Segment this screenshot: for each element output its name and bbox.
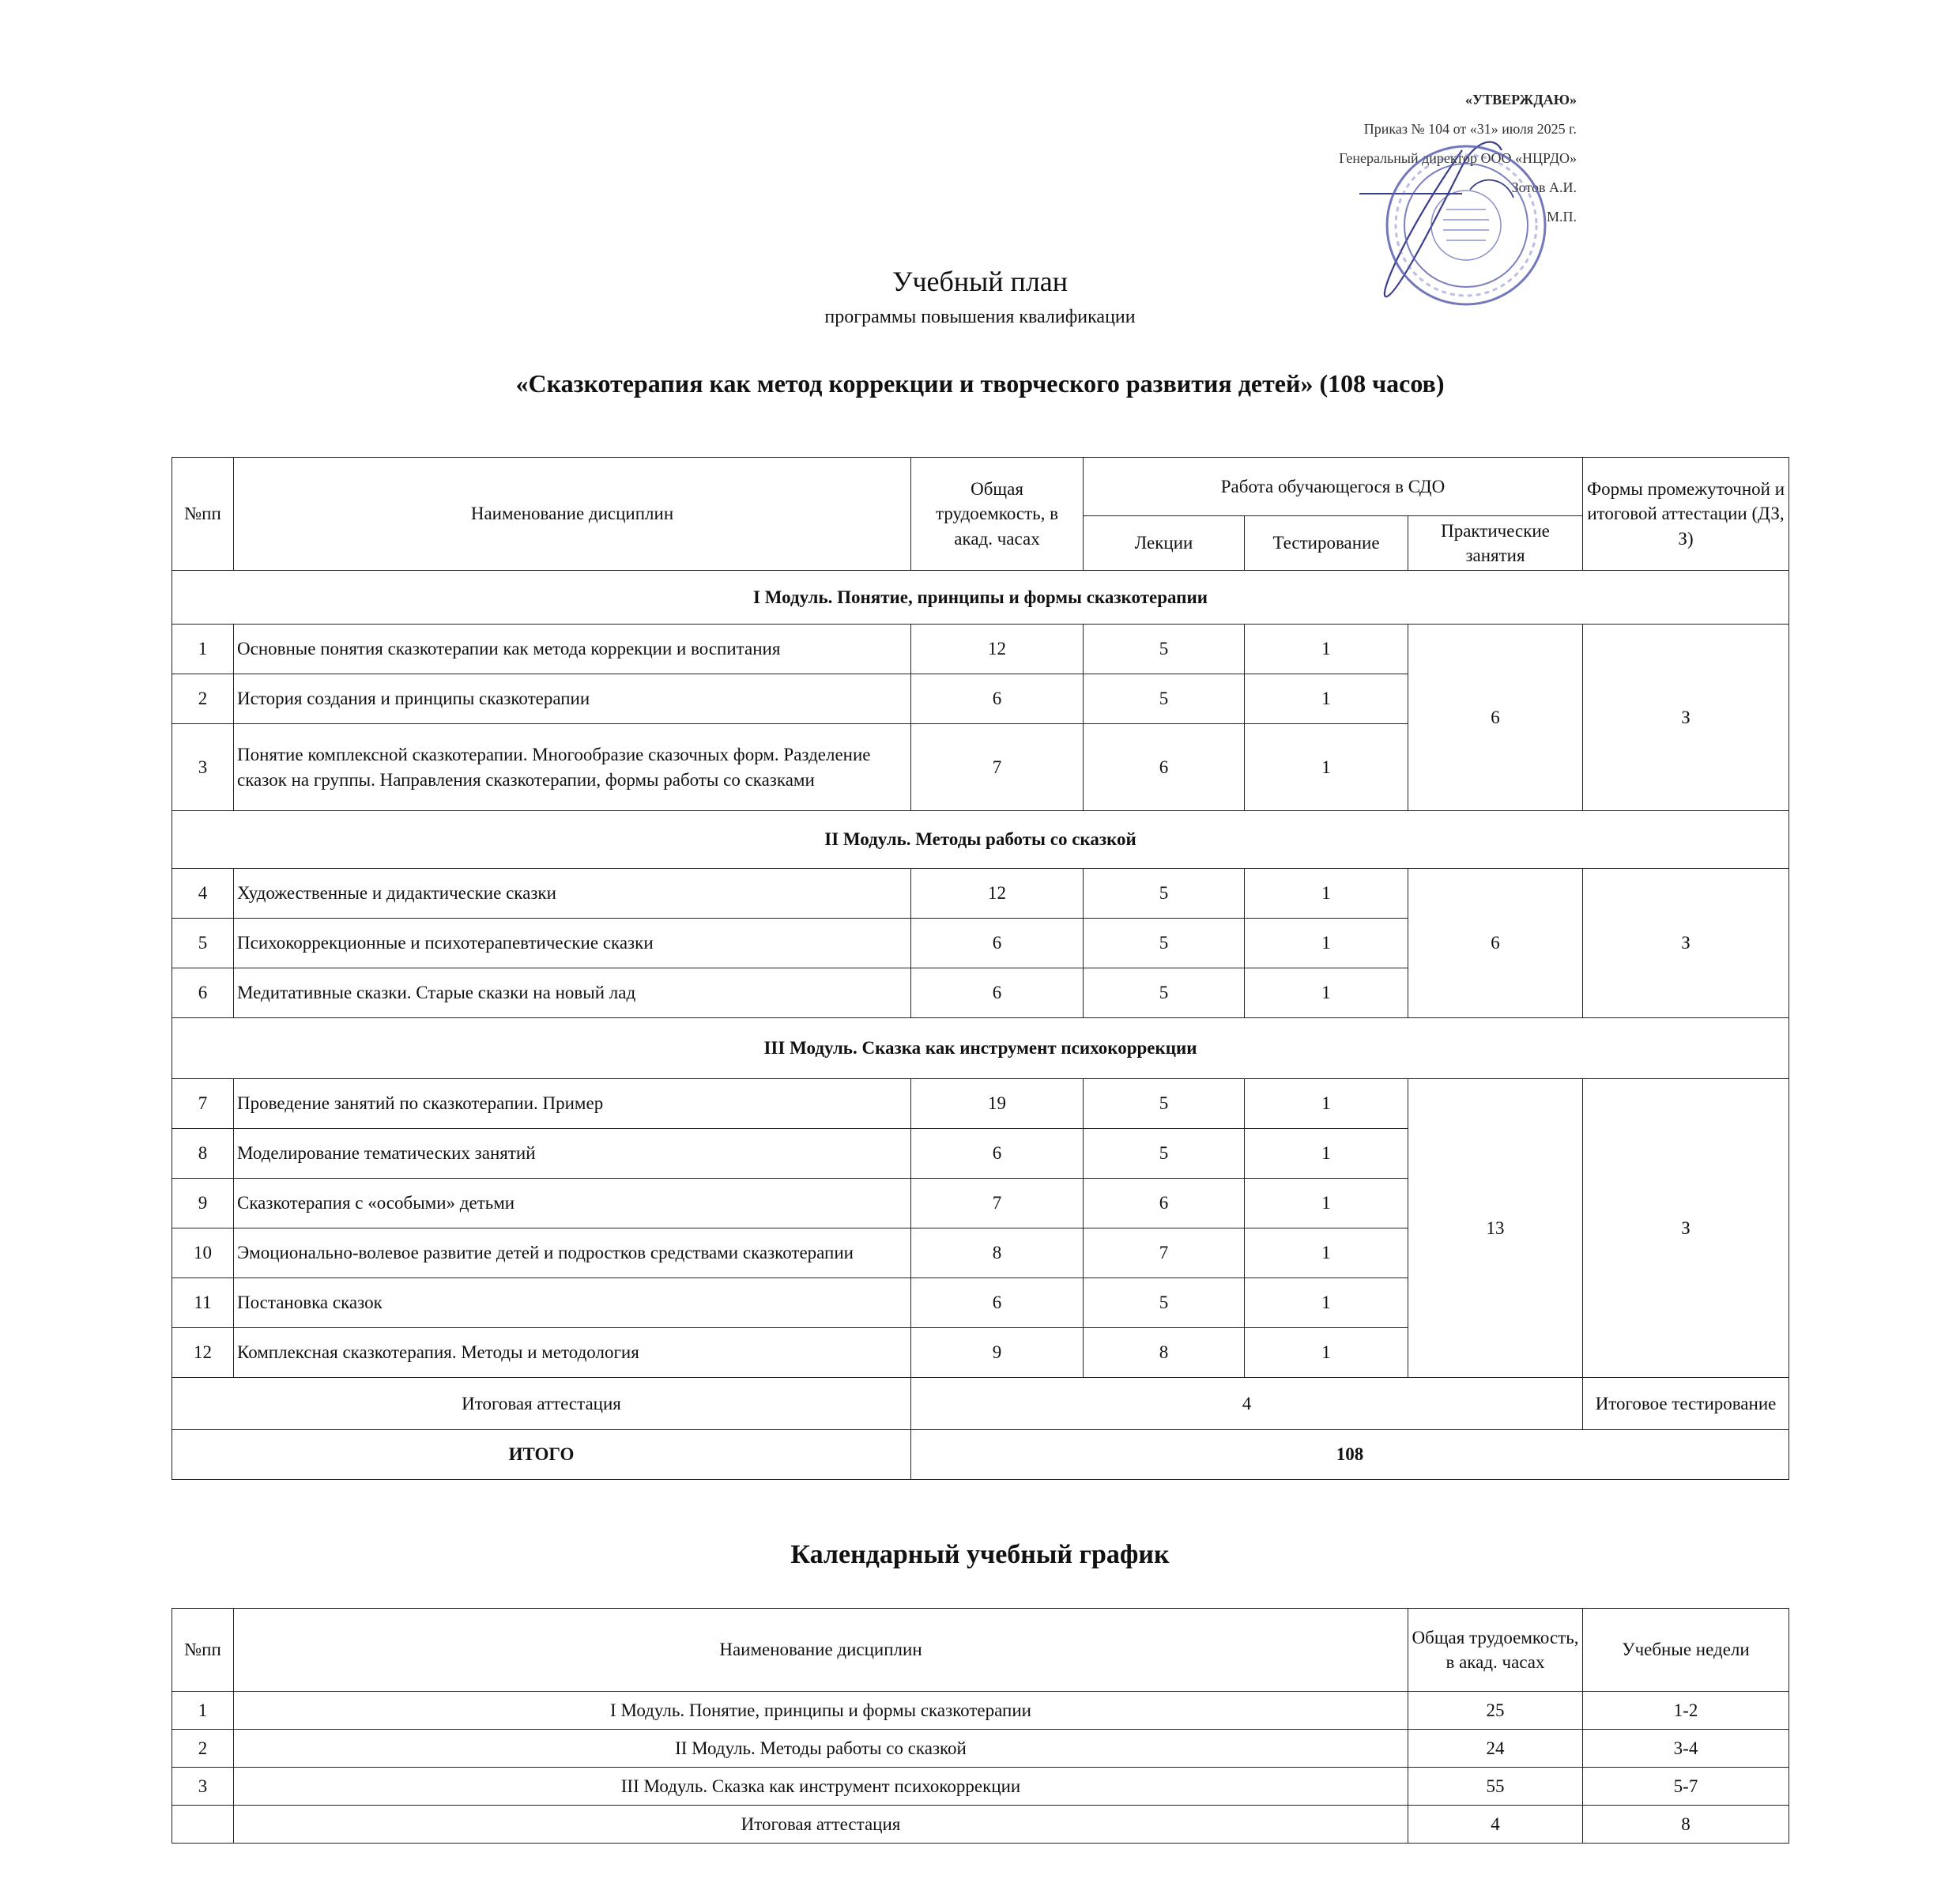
row-num: 6 bbox=[172, 968, 234, 1018]
row-testing: 1 bbox=[1245, 1079, 1408, 1129]
calendar-title: Календарный учебный график bbox=[790, 1540, 1170, 1569]
calendar-table bbox=[172, 1608, 1789, 1844]
row-total: 7 bbox=[911, 1179, 1084, 1228]
row-testing: 1 bbox=[1245, 625, 1408, 674]
module-practice: 13 bbox=[1408, 1079, 1583, 1378]
program-title: «Сказкотерапия как метод коррекции и творческого развития детей» (108 часов) bbox=[515, 369, 1445, 398]
cal-row-weeks: 1-2 bbox=[1583, 1692, 1789, 1730]
row-total: 9 bbox=[911, 1328, 1084, 1378]
cal-row-num: 1 bbox=[172, 1692, 234, 1730]
row-num: 7 bbox=[172, 1079, 234, 1129]
module-title: III Модуль. Сказка как инструмент психокоррекции bbox=[172, 1018, 1789, 1079]
row-name: Понятие комплексной сказкотерапии. Многообразие сказочных форм. Разделение сказок на группы. Направления сказкотерапии, формы работы со сказками bbox=[234, 724, 911, 811]
page-title: Учебный план bbox=[891, 266, 1069, 297]
module-practice: 6 bbox=[1408, 869, 1583, 1018]
row-num: 10 bbox=[172, 1228, 234, 1278]
cal-header-total: Общая трудоемкость, в акад. часах bbox=[1408, 1609, 1583, 1692]
row-testing: 1 bbox=[1245, 968, 1408, 1018]
row-name: Проведение занятий по сказкотерапии. Пример bbox=[234, 1079, 911, 1129]
table-row bbox=[172, 1806, 1789, 1844]
row-num: 11 bbox=[172, 1278, 234, 1328]
approval-seal-label: М.П. bbox=[1546, 209, 1577, 225]
curriculum-table bbox=[172, 457, 1789, 1480]
approval-heading: «УТВЕРЖДАЮ» bbox=[1464, 92, 1577, 108]
row-lectures: 7 bbox=[1084, 1228, 1245, 1278]
cal-header-num: №пп bbox=[172, 1609, 234, 1692]
module-form: З bbox=[1583, 869, 1789, 1018]
header-work: Работа обучающегося в СДО bbox=[1084, 458, 1583, 516]
row-lectures: 5 bbox=[1084, 1079, 1245, 1129]
header-forms: Формы промежуточной и итоговой аттестации (ДЗ, З) bbox=[1583, 458, 1789, 571]
cal-row-weeks: 8 bbox=[1583, 1806, 1789, 1844]
row-name: История создания и принципы сказкотерапии bbox=[234, 674, 911, 724]
row-num: 9 bbox=[172, 1179, 234, 1228]
row-name: Медитативные сказки. Старые сказки на новый лад bbox=[234, 968, 911, 1018]
module-form: З bbox=[1583, 1079, 1789, 1378]
row-num: 8 bbox=[172, 1129, 234, 1179]
cal-row-name: Итоговая аттестация bbox=[234, 1806, 1408, 1844]
row-total: 12 bbox=[911, 869, 1084, 919]
row-name: Эмоционально-волевое развитие детей и подростков средствами сказкотерапии bbox=[234, 1228, 911, 1278]
cal-row-name: II Модуль. Методы работы со сказкой bbox=[234, 1730, 1408, 1768]
final-hours: 4 bbox=[911, 1378, 1583, 1430]
cal-row-num: 3 bbox=[172, 1768, 234, 1806]
approval-order: Приказ № 104 от «31» июля 2025 г. bbox=[1363, 121, 1577, 137]
table-row bbox=[172, 1768, 1789, 1806]
row-testing: 1 bbox=[1245, 1278, 1408, 1328]
row-testing: 1 bbox=[1245, 869, 1408, 919]
cal-header-weeks: Учебные недели bbox=[1583, 1609, 1789, 1692]
table-row bbox=[172, 1692, 1789, 1730]
row-lectures: 5 bbox=[1084, 1278, 1245, 1328]
header-name: Наименование дисциплин bbox=[234, 458, 911, 571]
row-total: 12 bbox=[911, 625, 1084, 674]
total-label: ИТОГО bbox=[172, 1430, 911, 1480]
final-form: Итоговое тестирование bbox=[1583, 1378, 1789, 1430]
row-num: 5 bbox=[172, 919, 234, 968]
row-total: 6 bbox=[911, 968, 1084, 1018]
approval-name: Зотов А.И. bbox=[1511, 179, 1577, 195]
module-row bbox=[172, 571, 1789, 625]
row-lectures: 5 bbox=[1084, 919, 1245, 968]
row-name: Психокоррекционные и психотерапевтические сказки bbox=[234, 919, 911, 968]
cal-row-total: 25 bbox=[1408, 1692, 1583, 1730]
module-row bbox=[172, 1018, 1789, 1079]
calendar-header-row bbox=[172, 1609, 1789, 1692]
row-num: 3 bbox=[172, 724, 234, 811]
final-label: Итоговая аттестация bbox=[172, 1378, 911, 1430]
row-lectures: 5 bbox=[1084, 625, 1245, 674]
cal-row-name: I Модуль. Понятие, принципы и формы сказкотерапии bbox=[234, 1692, 1408, 1730]
row-lectures: 5 bbox=[1084, 869, 1245, 919]
row-name: Постановка сказок bbox=[234, 1278, 911, 1328]
cal-row-total: 4 bbox=[1408, 1806, 1583, 1844]
table-row bbox=[172, 1730, 1789, 1768]
page-subtitle: программы повышения квалификации bbox=[824, 307, 1136, 327]
module-title: I Модуль. Понятие, принципы и формы сказкотерапии bbox=[172, 571, 1789, 625]
row-total: 6 bbox=[911, 919, 1084, 968]
row-name: Комплексная сказкотерапия. Методы и методология bbox=[234, 1328, 911, 1378]
final-attestation-row bbox=[172, 1378, 1789, 1430]
row-num: 4 bbox=[172, 869, 234, 919]
row-testing: 1 bbox=[1245, 1129, 1408, 1179]
total-row bbox=[172, 1430, 1789, 1480]
row-lectures: 6 bbox=[1084, 724, 1245, 811]
row-testing: 1 bbox=[1245, 1328, 1408, 1378]
row-lectures: 5 bbox=[1084, 1129, 1245, 1179]
row-total: 7 bbox=[911, 724, 1084, 811]
row-lectures: 5 bbox=[1084, 674, 1245, 724]
row-name: Художественные и дидактические сказки bbox=[234, 869, 911, 919]
header-total: Общая трудоемкость, в акад. часах bbox=[911, 458, 1084, 571]
row-testing: 1 bbox=[1245, 1228, 1408, 1278]
cal-row-num bbox=[172, 1806, 234, 1844]
module-title: II Модуль. Методы работы со сказкой bbox=[172, 811, 1789, 869]
cal-row-num: 2 bbox=[172, 1730, 234, 1768]
module-practice: 6 bbox=[1408, 625, 1583, 811]
row-num: 1 bbox=[172, 625, 234, 674]
row-lectures: 8 bbox=[1084, 1328, 1245, 1378]
table-row bbox=[172, 869, 1789, 919]
table-header-row bbox=[172, 458, 1789, 516]
cal-row-name: III Модуль. Сказка как инструмент психокоррекции bbox=[234, 1768, 1408, 1806]
row-testing: 1 bbox=[1245, 1179, 1408, 1228]
row-name: Моделирование тематических занятий bbox=[234, 1129, 911, 1179]
module-row bbox=[172, 811, 1789, 869]
header-num: №пп bbox=[172, 458, 234, 571]
table-row bbox=[172, 1079, 1789, 1129]
total-hours: 108 bbox=[911, 1430, 1789, 1480]
header-practice: Практические занятия bbox=[1408, 516, 1583, 571]
cal-row-weeks: 5-7 bbox=[1583, 1768, 1789, 1806]
row-lectures: 6 bbox=[1084, 1179, 1245, 1228]
row-total: 8 bbox=[911, 1228, 1084, 1278]
cal-row-total: 55 bbox=[1408, 1768, 1583, 1806]
approval-position: Генеральный директор ООО «НЦРДО» bbox=[1339, 150, 1577, 166]
cal-row-total: 24 bbox=[1408, 1730, 1583, 1768]
row-name: Сказкотерапия с «особыми» детьми bbox=[234, 1179, 911, 1228]
table-row bbox=[172, 625, 1789, 674]
row-name: Основные понятия сказкотерапии как метода коррекции и воспитания bbox=[234, 625, 911, 674]
row-testing: 1 bbox=[1245, 724, 1408, 811]
row-lectures: 5 bbox=[1084, 968, 1245, 1018]
row-total: 6 bbox=[911, 1278, 1084, 1328]
row-total: 19 bbox=[911, 1079, 1084, 1129]
header-lectures: Лекции bbox=[1084, 516, 1245, 571]
row-num: 2 bbox=[172, 674, 234, 724]
row-num: 12 bbox=[172, 1328, 234, 1378]
row-total: 6 bbox=[911, 674, 1084, 724]
module-form: З bbox=[1583, 625, 1789, 811]
row-total: 6 bbox=[911, 1129, 1084, 1179]
row-testing: 1 bbox=[1245, 674, 1408, 724]
header-testing: Тестирование bbox=[1245, 516, 1408, 571]
row-testing: 1 bbox=[1245, 919, 1408, 968]
cal-row-weeks: 3-4 bbox=[1583, 1730, 1789, 1768]
cal-header-name: Наименование дисциплин bbox=[234, 1609, 1408, 1692]
